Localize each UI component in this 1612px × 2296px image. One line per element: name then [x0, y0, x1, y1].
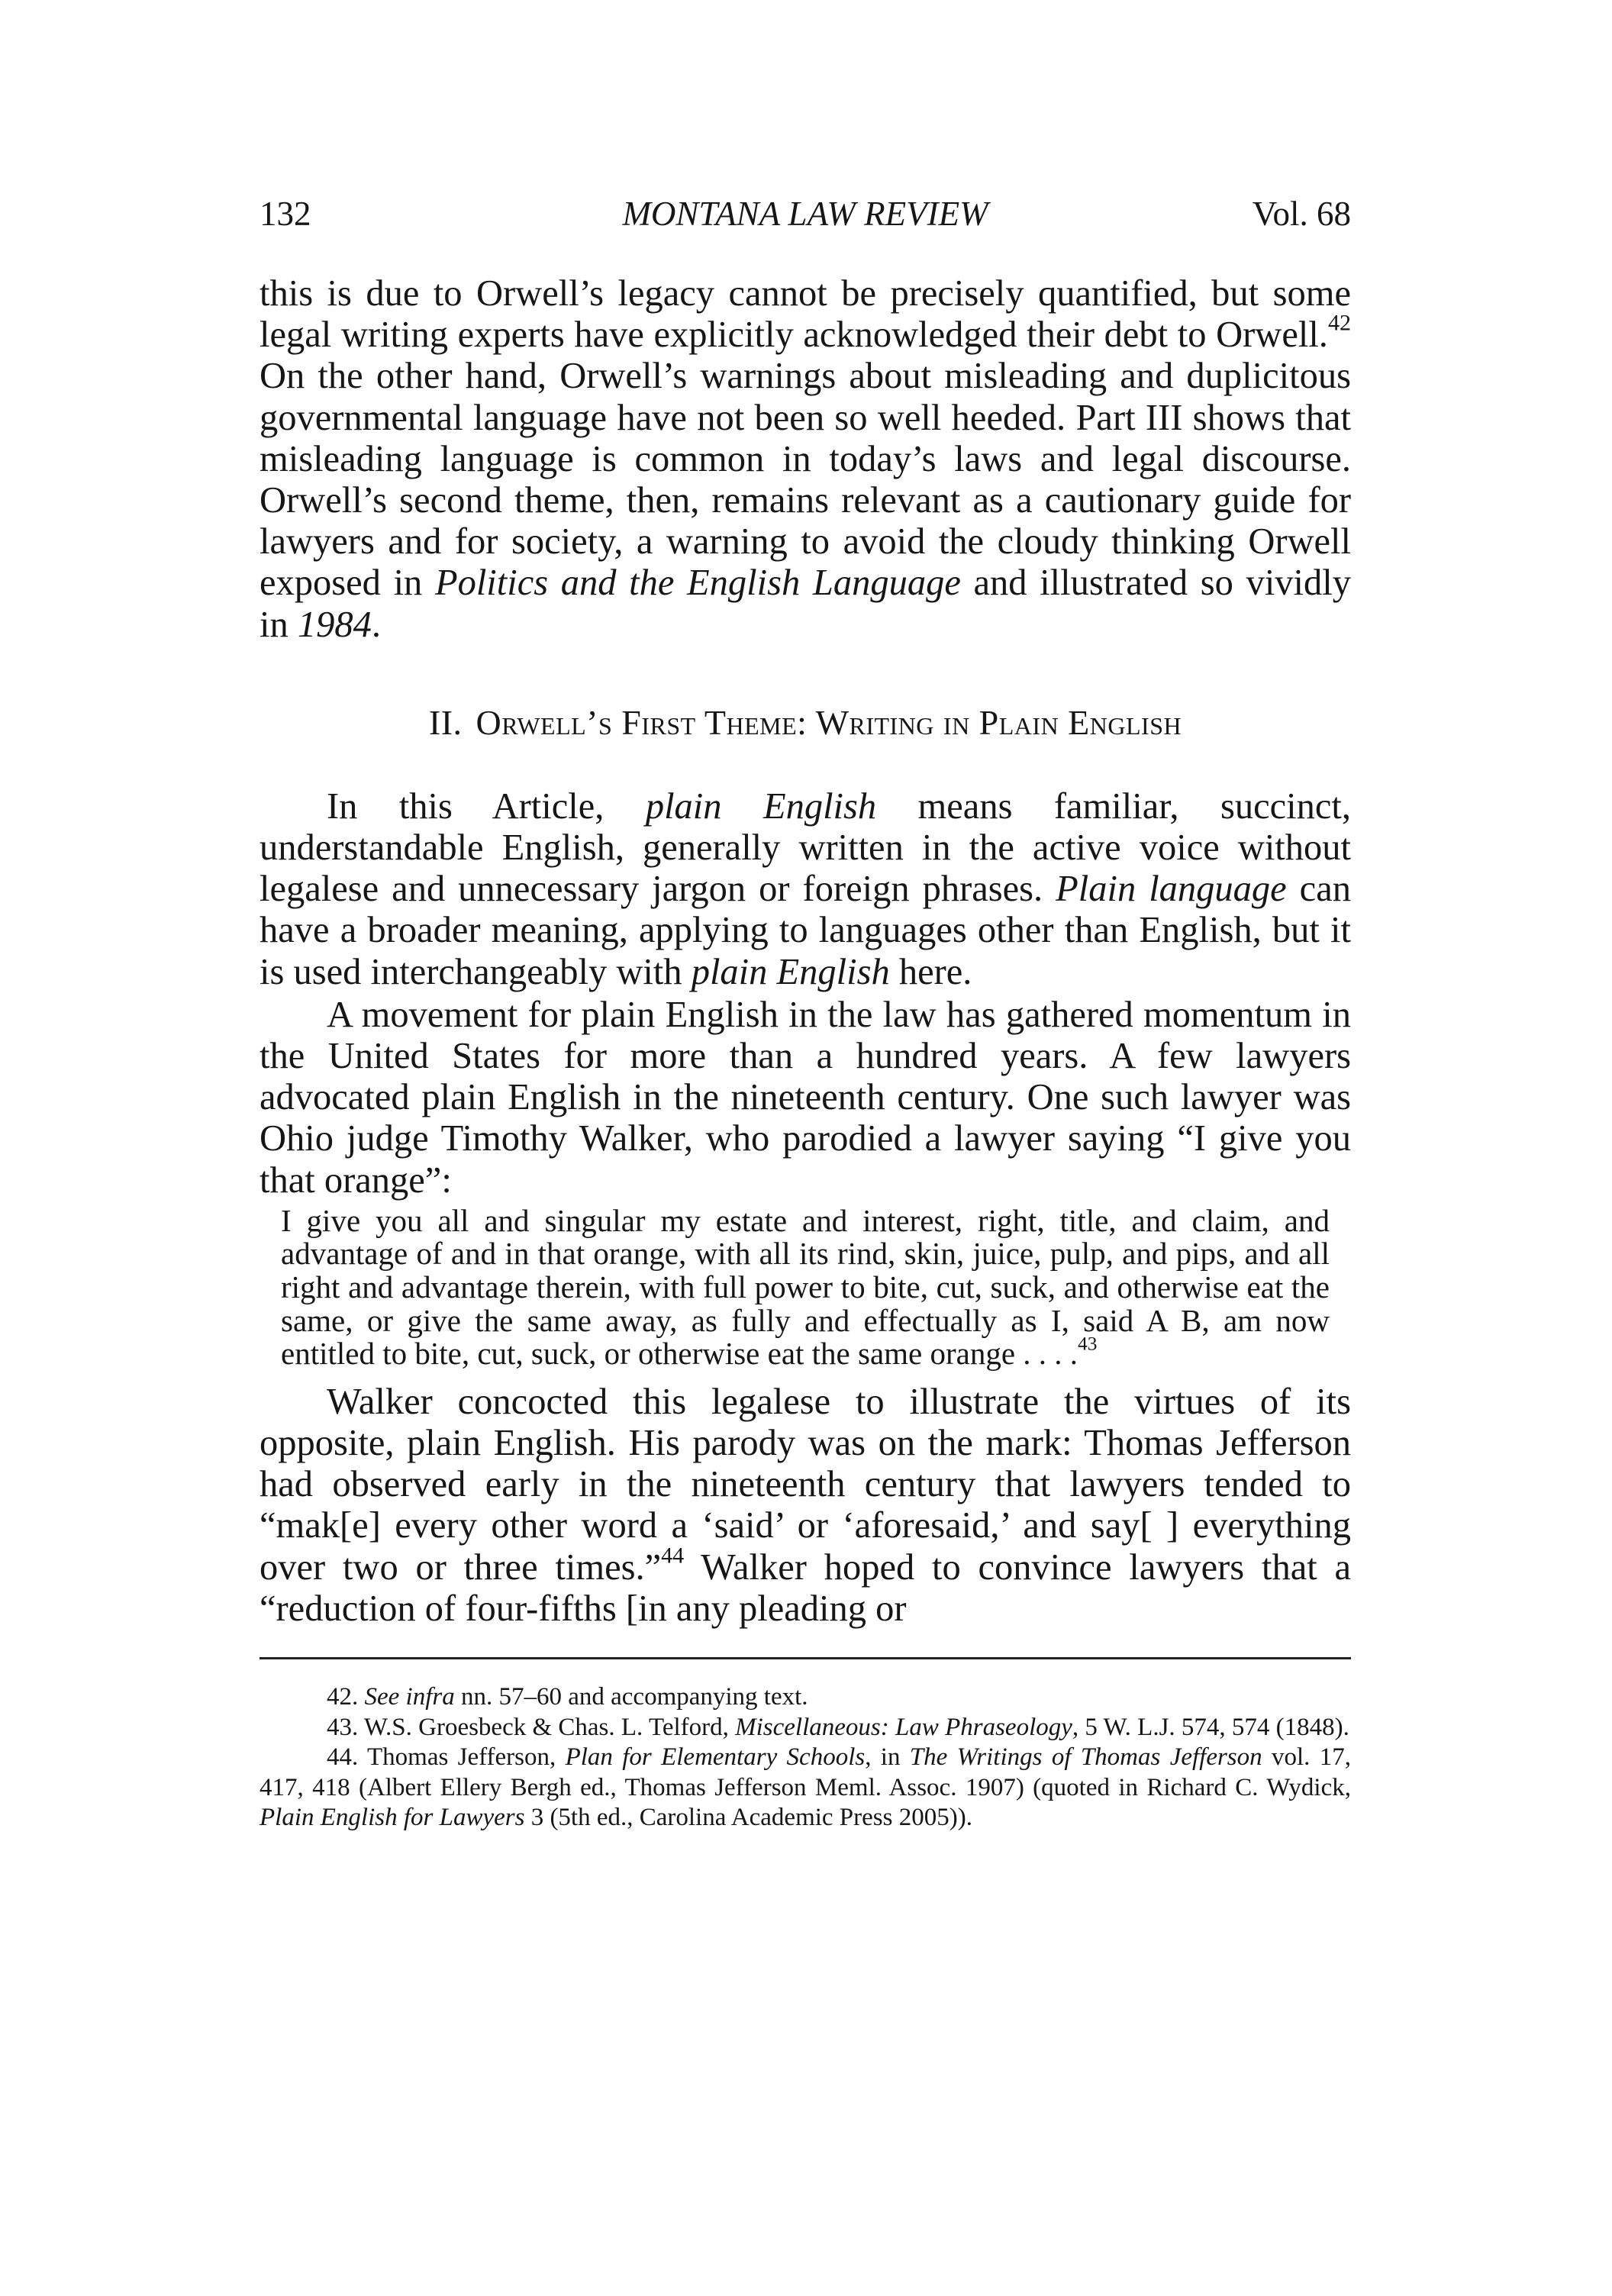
- para2-text-4: here.: [889, 951, 972, 992]
- page-number: 132: [260, 195, 311, 233]
- section-number: II.: [428, 702, 463, 742]
- footnote-44-book: The Writings of Thomas Jefferson: [909, 1743, 1262, 1772]
- footnote-44-book-2: Plain English for Lawyers: [260, 1804, 525, 1832]
- paragraph-movement: A movement for plain English in the law has gathered momentum in the United States for more than a hundred years. A few lawyers advocated plain English in the nineteenth century. One such lawyer was Ohio judge Timothy Walker, who parodied a lawyer saying “I give you that orange”:: [260, 994, 1351, 1201]
- running-head: [260, 191, 1351, 237]
- para1-text-3: and illustrated so vividly in: [260, 563, 1351, 645]
- volume-label: Vol. 68: [1252, 195, 1351, 233]
- footnote-44-number: 44.: [327, 1743, 367, 1772]
- term-plain-english-2: plain English: [691, 951, 890, 992]
- block-quote-text: I give you all and singular my estate and interest, right, title, and claim, and advantage of and in that orange, with all its rind, skin, juice, pulp, and pips, and all right and advantage therein, with full power to bite, cut, suck, and otherwise eat the same, or give the same away, as fully and effectually as I, said A B, am now entitled to bite, cut, suck, or otherwise eat the same orange . . . .: [281, 1202, 1330, 1372]
- block-quote: [281, 1204, 1330, 1371]
- footnote-42-number: 42.: [327, 1683, 365, 1711]
- footnote-42-text: nn. 57–60 and accompanying text.: [454, 1683, 808, 1711]
- footnote-44-author: Thomas Jefferson,: [367, 1743, 566, 1772]
- journal-title: MONTANA LAW REVIEW: [622, 195, 988, 233]
- section-heading: [260, 702, 1351, 743]
- footnote-44-in: , in: [865, 1743, 910, 1772]
- footnote-43-text: , 5 W. L.J. 574, 574 (1848).: [1072, 1713, 1349, 1741]
- footnote-42: [260, 1682, 1351, 1713]
- footnote-ref-43: 43: [1078, 1333, 1098, 1355]
- para2-text-2: means familiar, succinct, understandable English, generally written in the active voice without legalese and unnecessary jargon or foreign phrases.: [260, 785, 1351, 910]
- footnote-ref-42: 42: [1327, 309, 1351, 336]
- para2-text-1: In this Article,: [327, 785, 646, 827]
- footnote-43: [260, 1713, 1351, 1743]
- footnote-43-authors: W.S. Groesbeck & Chas. L. Telford,: [363, 1713, 736, 1741]
- para1-text-4: .: [371, 604, 381, 645]
- footnote-43-number: 43.: [327, 1713, 364, 1741]
- footnote-44-text: vol. 17, 417, 418 (Albert Ellery Bergh ed., Thomas Jefferson Meml. Assoc. 1907) (quoted in Richard C. Wydick,: [260, 1743, 1351, 1801]
- para4-text-2: Walker hoped to convince lawyers that a “reduction of four-fifths [in any pleading or: [260, 1546, 1351, 1629]
- para1-text-1: this is due to Orwell’s legacy cannot be precisely quantified, but some legal writing experts have explicitly acknowledged their debt to Orwell.: [260, 273, 1351, 356]
- paragraph-walker: [260, 1382, 1351, 1630]
- footnote-44: [260, 1743, 1351, 1833]
- footnote-42-signal: See infra: [364, 1683, 455, 1711]
- book-title-1984: 1984: [297, 604, 372, 645]
- footnote-ref-44: 44: [661, 1542, 685, 1568]
- footnote-43-title: Miscellaneous: Law Phraseology: [735, 1713, 1072, 1741]
- body-text: [260, 273, 1351, 1630]
- footnote-44-text-end: 3 (5th ed., Carolina Academic Press 2005)).: [524, 1804, 972, 1832]
- para2-text-3: can have a broader meaning, applying to languages other than English, but it is used interchangeably with: [260, 869, 1351, 992]
- para4-text-1: Walker concocted this legalese to illustrate the virtues of its opposite, plain English. His parody was on the mark: Thomas Jefferson had observed early in the nineteenth century that lawyers tended to “mak[e] every other word a ‘said’ or ‘aforesaid,’ and say[ ] everything over two or three times.”: [260, 1381, 1351, 1588]
- section-title: Orwell’s First Theme: Writing in Plain English: [476, 702, 1182, 742]
- term-plain-language: Plain language: [1056, 869, 1287, 910]
- footnote-44-title: Plan for Elementary Schools: [565, 1743, 866, 1772]
- term-plain-english: plain English: [645, 785, 877, 827]
- paragraph-plain-english-definition: [260, 786, 1351, 993]
- essay-title: Politics and the English Language: [434, 563, 961, 604]
- footnote-divider: [260, 1657, 1351, 1659]
- para1-text-2: On the other hand, Orwell’s warnings about misleading and duplicitous governmental language have not been so well heeded. Part III shows that misleading language is common in today’s laws and legal discourse. Orwell’s second theme, then, remains relevant as a cautionary guide for lawyers and for society, a warning to avoid the cloudy thinking Orwell exposed in: [260, 356, 1351, 604]
- paragraph-continuation: [260, 273, 1351, 646]
- footnotes: [260, 1682, 1351, 1833]
- page: [260, 191, 1351, 1833]
